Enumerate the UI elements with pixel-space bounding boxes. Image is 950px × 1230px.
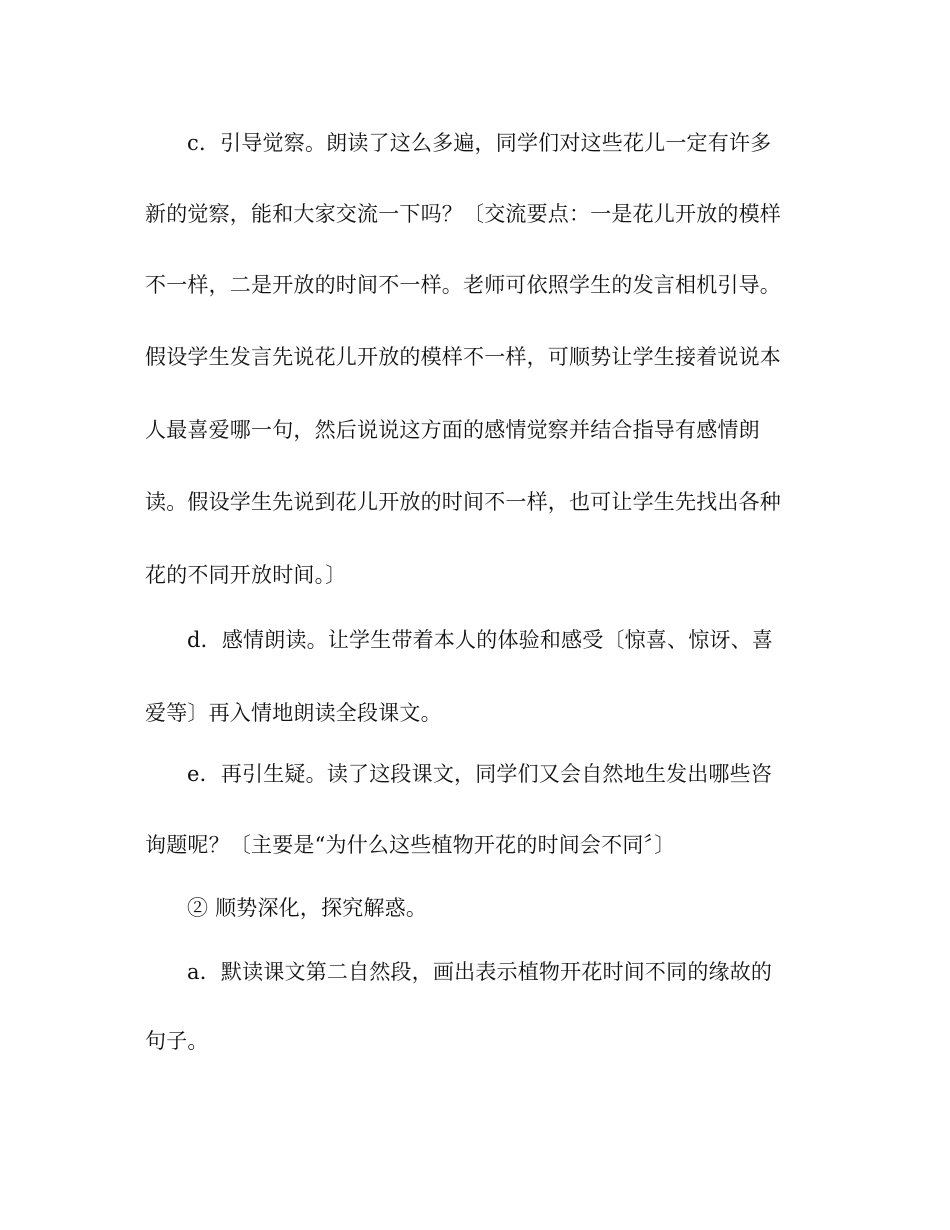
paragraph-e-line-2: 询题呢？〔主要是“为什么这些植物开花的时间会不同〞〕	[145, 833, 676, 857]
paragraph-c-line-1: c．引导觉察。朗读了这么多遍，同学们对这些花儿一定有许多	[187, 131, 772, 155]
section-heading-2: ② 顺势深化，探究解惑。	[187, 896, 428, 920]
paragraph-c-line-5: 人最喜爱哪一句，然后说说这方面的感情觉察并结合指导有感情朗	[145, 418, 760, 442]
paragraph-c-line-6: 读。假设学生先说到花儿开放的时间不一样，也可让学生先找出各种	[145, 490, 781, 514]
paragraph-c-line-3: 不一样，二是开放的时间不一样。老师可依照学生的发言相机引导。	[145, 273, 781, 297]
paragraph-d-line-1: d．感情朗读。让学生带着本人的体验和感受〔惊喜、惊讶、喜	[187, 628, 774, 652]
paragraph-c-line-4: 假设学生发言先说花儿开放的模样不一样，可顺势让学生接着说说本	[145, 345, 781, 369]
paragraph-e-line-1: e．再引生疑。读了这段课文，同学们又会自然地生发出哪些咨	[187, 762, 773, 786]
paragraph-c-line-2: 新的觉察，能和大家交流一下吗？〔交流要点：一是花儿开放的模样	[145, 202, 781, 226]
paragraph-d-line-2: 爱等〕再入情地朗读全段课文。	[145, 701, 442, 725]
paragraph-a-line-1: a．默读课文第二自然段，画出表示植物开花时间不同的缘故的	[187, 960, 773, 984]
paragraph-c-line-7: 花的不同开放时间。〕	[145, 563, 347, 587]
paragraph-a-line-2: 句子。	[145, 1029, 209, 1053]
